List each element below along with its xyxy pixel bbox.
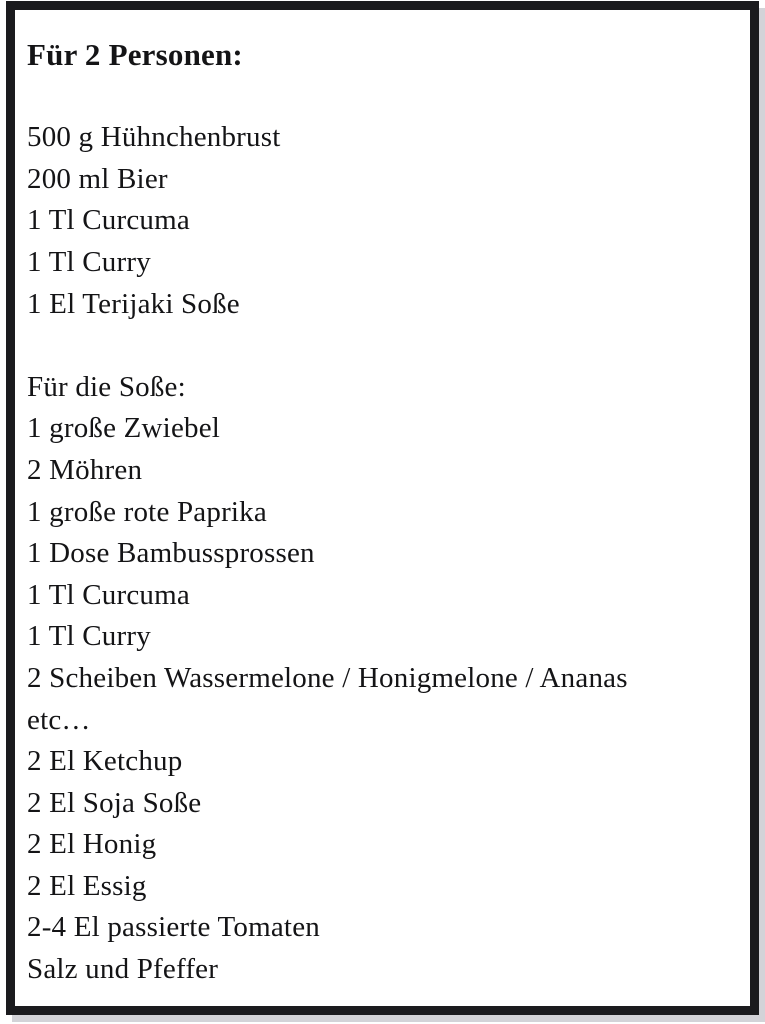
ingredient-line: 2-4 El passierte Tomaten bbox=[27, 911, 320, 944]
ingredient-line: 1 Tl Curcuma bbox=[27, 204, 190, 237]
recipe-content bbox=[15, 10, 750, 991]
ingredient-line: 200 ml Bier bbox=[27, 162, 168, 195]
recipe-title: Für 2 Personen: bbox=[27, 37, 243, 72]
ingredient-line: 1 El Terijaki Soße bbox=[27, 287, 240, 320]
ingredient-line: 500 g Hühnchenbrust bbox=[27, 121, 281, 154]
blank-line bbox=[27, 325, 736, 367]
ingredient-line: 1 große rote Paprika bbox=[27, 495, 267, 528]
ingredient-line: 1 Tl Curcuma bbox=[27, 578, 190, 611]
ingredient-line: 2 Scheiben Wassermelone / Honigmelone / Ananas bbox=[27, 661, 628, 694]
ingredient-line: 2 El Soja Soße bbox=[27, 786, 202, 819]
ingredient-line: 2 Möhren bbox=[27, 453, 143, 486]
sauce-section-title: Für die Soße: bbox=[27, 370, 186, 403]
recipe-card-border bbox=[6, 1, 759, 1015]
ingredient-line: 1 Tl Curry bbox=[27, 245, 151, 278]
blank-line bbox=[27, 76, 736, 118]
ingredient-line: 1 große Zwiebel bbox=[27, 412, 221, 445]
ingredient-line: 2 El Ketchup bbox=[27, 745, 183, 778]
ingredient-line: 2 El Essig bbox=[27, 869, 147, 902]
ingredient-line-wrap-continuation: etc… bbox=[27, 703, 91, 736]
ingredient-line: 2 El Honig bbox=[27, 828, 157, 861]
ingredient-line: 1 Tl Curry bbox=[27, 620, 151, 653]
ingredient-line: Salz und Pfeffer bbox=[27, 953, 219, 986]
ingredient-line: 1 Dose Bambussprossen bbox=[27, 537, 315, 570]
